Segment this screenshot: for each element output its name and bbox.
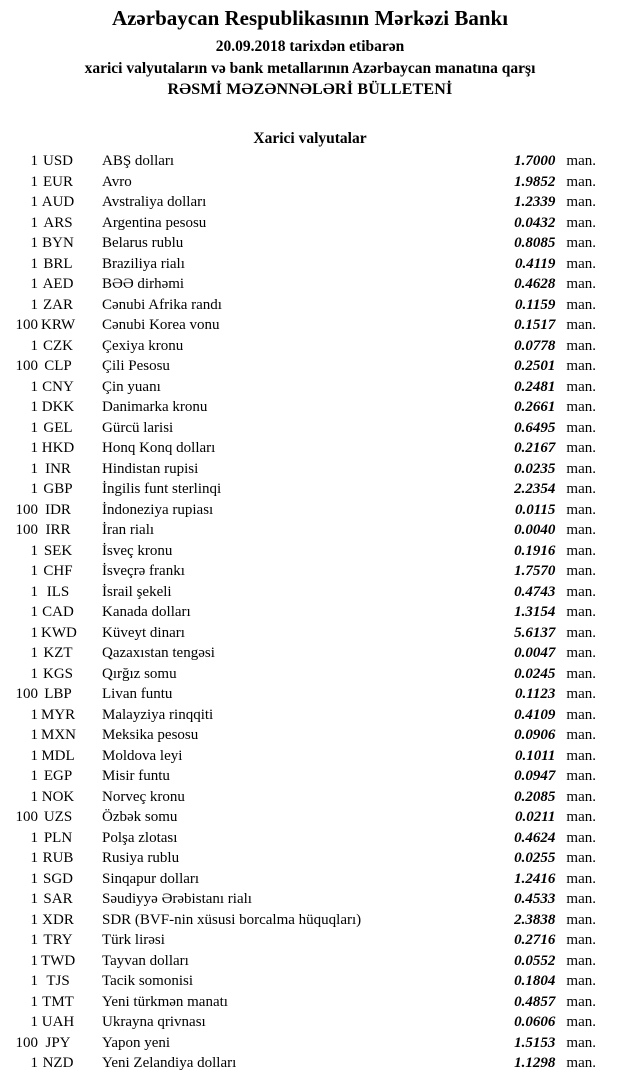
currency-code: IDR — [45, 501, 71, 518]
rate-value: 0.4857 — [514, 993, 556, 1010]
rate-row — [0, 910, 620, 931]
rate-row — [0, 274, 620, 295]
rate-value: 0.2661 — [514, 399, 556, 415]
unit-label: man. — [566, 173, 596, 190]
rate-row — [0, 848, 620, 869]
rate-row — [0, 643, 620, 664]
rate-value: 0.2501 — [514, 358, 556, 374]
rate-quantity: 1 — [30, 768, 38, 784]
currency-code: CNY — [42, 378, 74, 395]
unit-label: man. — [566, 419, 596, 436]
rate-quantity: 1 — [30, 563, 38, 579]
currency-code: EUR — [43, 173, 73, 190]
rate-quantity: 1 — [30, 276, 38, 292]
currency-code: UZS — [43, 809, 73, 825]
currency-name: İsveç kronu — [102, 542, 173, 559]
unit-label: man. — [566, 255, 596, 272]
currency-name: Moldova leyi — [102, 747, 183, 764]
unit-label: man. — [566, 645, 596, 661]
effective-date: 20.09.2018 tarixdən etibarən — [215, 38, 405, 55]
unit-label: man. — [566, 911, 596, 928]
rate-value: 0.2716 — [514, 932, 556, 948]
bulletin-subtitle: xarici valyutaların və bank metallarının Azərbaycan manatına qarşı — [84, 60, 536, 77]
rate-value: 2.3838 — [514, 911, 556, 928]
rate-value: 0.0040 — [514, 522, 556, 538]
currency-name: Honq Konq dolları — [102, 440, 216, 456]
unit-label: man. — [566, 440, 596, 456]
currency-code: BYN — [42, 235, 74, 251]
rate-row — [0, 561, 620, 582]
rate-value: 0.0115 — [514, 501, 556, 518]
rate-quantity: 1 — [30, 337, 38, 354]
rate-quantity: 1 — [30, 1014, 38, 1030]
unit-label: man. — [566, 481, 596, 497]
currency-code: CLP — [44, 358, 72, 374]
rate-value: 0.0245 — [514, 665, 556, 682]
rate-quantity: 1 — [30, 419, 38, 436]
currency-name: Çin yuanı — [102, 378, 161, 395]
currency-name: Sinqapur dolları — [102, 870, 200, 887]
rate-row — [0, 684, 620, 705]
currency-name: Qazaxıstan tengəsi — [102, 645, 215, 661]
currency-name: Braziliya rialı — [102, 255, 185, 272]
rate-value: 0.6495 — [514, 419, 556, 436]
rate-value: 2.2354 — [514, 481, 556, 497]
currency-code: ARS — [43, 214, 73, 231]
rate-value: 1.5153 — [514, 1034, 556, 1051]
unit-label: man. — [566, 747, 596, 764]
rate-quantity: 1 — [30, 378, 38, 395]
rate-quantity: 1 — [30, 460, 38, 477]
currency-code: LBP — [44, 686, 72, 702]
currency-code: TJS — [46, 973, 70, 989]
currency-name: Səudiyyə Ərəbistanı rialı — [102, 891, 252, 907]
rate-value: 0.8085 — [514, 235, 556, 251]
unit-label: man. — [566, 399, 596, 415]
currency-code: USD — [42, 153, 73, 169]
currency-name: ABŞ dolları — [102, 153, 175, 169]
unit-label: man. — [566, 850, 596, 866]
currency-code: SAR — [43, 891, 73, 907]
rate-quantity: 1 — [30, 173, 38, 190]
rate-row — [0, 192, 620, 213]
currency-code: MDL — [41, 747, 75, 764]
rate-value: 0.1804 — [514, 973, 556, 989]
rate-quantity: 1 — [30, 727, 38, 743]
rate-quantity: 1 — [30, 993, 38, 1010]
rate-value: 0.1916 — [514, 542, 556, 559]
currency-name: Cənubi Korea vonu — [102, 317, 220, 333]
rate-row — [0, 397, 620, 418]
currency-name: Rusiya rublu — [102, 850, 180, 866]
rate-row — [0, 787, 620, 808]
rate-row — [0, 664, 620, 685]
rate-row — [0, 438, 620, 459]
currency-code: KRW — [41, 317, 76, 333]
rate-quantity: 100 — [15, 522, 38, 538]
bank-title: Azərbaycan Respublikasının Mərkəzi Bankı — [111, 6, 509, 30]
currency-code: DKK — [41, 399, 75, 415]
currency-name: Misir funtu — [102, 768, 170, 784]
rate-value: 0.0947 — [514, 768, 556, 784]
currency-name: Tayvan dolları — [102, 952, 189, 969]
unit-label: man. — [566, 522, 596, 538]
currency-code: AED — [42, 276, 74, 292]
unit-label: man. — [566, 891, 596, 907]
section-title-foreign-currencies: Xarici valyutalar — [253, 130, 367, 147]
rate-row — [0, 766, 620, 787]
rate-value: 1.3154 — [514, 604, 556, 620]
rate-value: 0.1159 — [514, 296, 556, 313]
rate-quantity: 1 — [30, 788, 38, 805]
rate-value: 0.0255 — [514, 850, 556, 866]
rate-quantity: 100 — [15, 686, 38, 702]
rate-quantity: 1 — [30, 891, 38, 907]
currency-name: SDR (BVF-nin xüsusi borcalma hüquqları) — [102, 911, 362, 928]
currency-name: İngilis funt sterlinqi — [102, 481, 222, 497]
rate-quantity: 1 — [30, 932, 38, 948]
rate-row — [0, 479, 620, 500]
currency-name: Gürcü larisi — [102, 419, 174, 436]
currency-name: İsveçrə frankı — [102, 563, 185, 579]
rate-row — [0, 828, 620, 849]
rate-row — [0, 889, 620, 910]
rate-row — [0, 377, 620, 398]
currency-name: Tacik somonisi — [102, 973, 194, 989]
currency-code: ILS — [46, 583, 70, 600]
unit-label: man. — [566, 583, 596, 600]
unit-label: man. — [566, 973, 596, 989]
currency-name: Kanada dolları — [102, 604, 191, 620]
unit-label: man. — [566, 809, 596, 825]
rate-quantity: 1 — [30, 440, 38, 456]
currency-name: Yeni türkmən manatı — [102, 993, 228, 1010]
rate-value: 1.2416 — [514, 870, 556, 887]
rate-value: 0.0211 — [514, 809, 556, 825]
currency-code: PLN — [43, 829, 73, 846]
unit-label: man. — [566, 870, 596, 887]
rate-row — [0, 869, 620, 890]
currency-name: İran rialı — [102, 522, 155, 538]
currency-code: INR — [45, 460, 71, 477]
rate-quantity: 1 — [30, 624, 38, 641]
unit-label: man. — [566, 337, 596, 354]
rate-value: 0.2085 — [514, 788, 556, 805]
currency-name: İndoneziya rupiası — [102, 501, 214, 518]
rate-value: 1.7570 — [514, 563, 556, 579]
rate-row — [0, 725, 620, 746]
currency-code: CAD — [42, 604, 74, 620]
currency-code: NOK — [41, 788, 75, 805]
rate-row — [0, 295, 620, 316]
rate-quantity: 100 — [15, 809, 38, 825]
currency-code: MXN — [41, 727, 77, 743]
rate-quantity: 1 — [30, 706, 38, 723]
unit-label: man. — [566, 214, 596, 231]
currency-name: Çili Pesosu — [102, 358, 170, 374]
rate-value: 0.4119 — [514, 255, 556, 272]
rate-row — [0, 992, 620, 1013]
rate-row — [0, 951, 620, 972]
unit-label: man. — [566, 194, 596, 210]
rate-row — [0, 459, 620, 480]
rate-quantity: 1 — [30, 542, 38, 559]
rate-value: 0.0778 — [514, 337, 556, 354]
currency-code: CZK — [43, 337, 73, 354]
currency-code: GBP — [43, 481, 73, 497]
currency-code: EGP — [43, 768, 73, 784]
currency-code: CHF — [43, 563, 73, 579]
rate-row — [0, 971, 620, 992]
rate-row — [0, 623, 620, 644]
currency-name: Küveyt dinarı — [102, 624, 185, 641]
unit-label: man. — [566, 829, 596, 846]
unit-label: man. — [566, 235, 596, 251]
rate-value: 1.1298 — [514, 1055, 556, 1071]
currency-name: Argentina pesosu — [102, 214, 207, 231]
rate-row — [0, 233, 620, 254]
currency-name: Yapon yeni — [102, 1034, 171, 1051]
rate-row — [0, 1012, 620, 1033]
unit-label: man. — [566, 358, 596, 374]
unit-label: man. — [566, 768, 596, 784]
rate-row — [0, 1033, 620, 1054]
currency-code: TWD — [41, 952, 76, 969]
unit-label: man. — [566, 932, 596, 948]
unit-label: man. — [566, 501, 596, 518]
rate-quantity: 100 — [15, 358, 38, 374]
unit-label: man. — [566, 153, 596, 169]
unit-label: man. — [566, 317, 596, 333]
rate-value: 0.1011 — [514, 747, 556, 764]
rate-quantity: 1 — [30, 1055, 38, 1071]
rate-row — [0, 315, 620, 336]
rate-row — [0, 418, 620, 439]
rate-row — [0, 213, 620, 234]
rate-quantity: 1 — [30, 296, 38, 313]
rate-value: 0.0606 — [514, 1014, 556, 1030]
currency-name: Çexiya kronu — [102, 337, 184, 354]
rate-quantity: 1 — [30, 214, 38, 231]
unit-label: man. — [566, 993, 596, 1010]
rate-quantity: 1 — [30, 747, 38, 764]
rate-row — [0, 602, 620, 623]
bulletin-title: RƏSMİ MƏZƏNNƏLƏRİ BÜLLETENİ — [167, 81, 453, 98]
currency-code: JPY — [45, 1034, 71, 1051]
rate-quantity: 1 — [30, 645, 38, 661]
unit-label: man. — [566, 665, 596, 682]
rate-value: 0.4624 — [514, 829, 556, 846]
currency-name: İsrail şekeli — [102, 583, 172, 600]
currency-name: Yeni Zelandiya dolları — [102, 1055, 237, 1071]
rate-value: 0.0552 — [514, 952, 556, 969]
rate-row — [0, 254, 620, 275]
unit-label: man. — [566, 1034, 596, 1051]
currency-code: MYR — [41, 706, 76, 723]
rate-quantity: 1 — [30, 255, 38, 272]
unit-label: man. — [566, 276, 596, 292]
rate-row — [0, 520, 620, 541]
currency-code: SGD — [42, 870, 73, 887]
rate-value: 0.0906 — [514, 727, 556, 743]
unit-label: man. — [566, 604, 596, 620]
currency-code: TMT — [42, 993, 74, 1010]
currency-code: AUD — [41, 194, 75, 210]
rate-quantity: 1 — [30, 583, 38, 600]
rate-value: 1.7000 — [514, 153, 556, 169]
rate-quantity: 1 — [30, 850, 38, 866]
currency-code: HKD — [41, 440, 75, 456]
currency-name: Özbək somu — [102, 809, 178, 825]
currency-name: Hindistan rupisi — [102, 460, 199, 477]
currency-name: Livan funtu — [102, 686, 173, 702]
rate-row — [0, 807, 620, 828]
rate-quantity: 1 — [30, 153, 38, 169]
rate-row — [0, 705, 620, 726]
rate-value: 0.0047 — [514, 645, 556, 661]
rate-row — [0, 1053, 620, 1073]
currency-code: KZT — [43, 645, 73, 661]
currency-code: XDR — [42, 911, 74, 928]
unit-label: man. — [566, 686, 596, 702]
rate-quantity: 100 — [15, 317, 38, 333]
rate-row — [0, 930, 620, 951]
rate-value: 0.1123 — [514, 686, 556, 702]
rate-row — [0, 500, 620, 521]
unit-label: man. — [566, 952, 596, 969]
rate-row — [0, 746, 620, 767]
rate-value: 0.4109 — [514, 706, 556, 723]
currency-name: Norveç kronu — [102, 788, 185, 805]
unit-label: man. — [566, 296, 596, 313]
currency-name: Ukrayna qrivnası — [102, 1014, 206, 1030]
rate-quantity: 1 — [30, 952, 38, 969]
currency-code: SEK — [43, 542, 73, 559]
rate-value: 0.2167 — [514, 440, 556, 456]
rate-quantity: 1 — [30, 481, 38, 497]
unit-label: man. — [566, 788, 596, 805]
currency-name: Malayziya rinqqiti — [102, 706, 214, 723]
unit-label: man. — [566, 727, 596, 743]
rate-row — [0, 356, 620, 377]
currency-code: BRL — [43, 255, 73, 272]
rate-value: 0.1517 — [514, 317, 556, 333]
rate-quantity: 1 — [30, 870, 38, 887]
unit-label: man. — [566, 1055, 596, 1071]
currency-code: ZAR — [43, 296, 73, 313]
currency-name: Avstraliya dolları — [102, 194, 207, 210]
currency-name: Danimarka kronu — [102, 399, 208, 415]
currency-code: GEL — [43, 419, 73, 436]
rate-quantity: 1 — [30, 973, 38, 989]
rate-row — [0, 541, 620, 562]
rate-quantity: 100 — [15, 501, 38, 518]
currency-code: IRR — [45, 522, 71, 538]
currency-code: TRY — [43, 932, 73, 948]
rate-row — [0, 582, 620, 603]
currency-name: Polşa zlotası — [102, 829, 178, 846]
currency-name: Belarus rublu — [102, 235, 184, 251]
rate-value: 5.6137 — [514, 624, 556, 641]
currency-code: NZD — [42, 1055, 74, 1071]
unit-label: man. — [566, 378, 596, 395]
rate-quantity: 1 — [30, 194, 38, 210]
rate-value: 0.4743 — [514, 583, 556, 600]
rate-quantity: 1 — [30, 235, 38, 251]
rate-quantity: 1 — [30, 911, 38, 928]
rate-value: 1.2339 — [514, 194, 556, 210]
rate-value: 0.4533 — [514, 891, 556, 907]
rate-row — [0, 172, 620, 193]
currency-code: RUB — [42, 850, 74, 866]
rate-quantity: 1 — [30, 829, 38, 846]
currency-name: Cənubi Afrika randı — [102, 296, 222, 313]
unit-label: man. — [566, 460, 596, 477]
currency-name: Türk lirəsi — [102, 932, 165, 948]
currency-name: Qırğız somu — [102, 665, 177, 682]
currency-code: KGS — [42, 665, 73, 682]
rate-row — [0, 336, 620, 357]
bulletin-header — [0, 0, 620, 99]
rate-value: 1.9852 — [514, 173, 556, 190]
unit-label: man. — [566, 624, 596, 641]
rate-value: 0.0432 — [514, 214, 556, 231]
currency-code: UAH — [41, 1014, 75, 1030]
rate-value: 0.4628 — [514, 276, 556, 292]
rates-table — [0, 151, 620, 1073]
rate-quantity: 1 — [30, 399, 38, 415]
currency-name: Meksika pesosu — [102, 727, 199, 743]
currency-code: KWD — [41, 624, 77, 641]
currency-name: Avro — [102, 173, 132, 190]
rate-quantity: 1 — [30, 665, 38, 682]
rate-row — [0, 151, 620, 172]
currency-name: BƏƏ dirhəmi — [102, 276, 185, 292]
unit-label: man. — [566, 563, 596, 579]
rate-value: 0.2481 — [514, 378, 556, 395]
rate-quantity: 100 — [15, 1034, 38, 1051]
rate-quantity: 1 — [30, 604, 38, 620]
unit-label: man. — [566, 1014, 596, 1030]
unit-label: man. — [566, 706, 596, 723]
unit-label: man. — [566, 542, 596, 559]
rate-value: 0.0235 — [514, 460, 556, 477]
